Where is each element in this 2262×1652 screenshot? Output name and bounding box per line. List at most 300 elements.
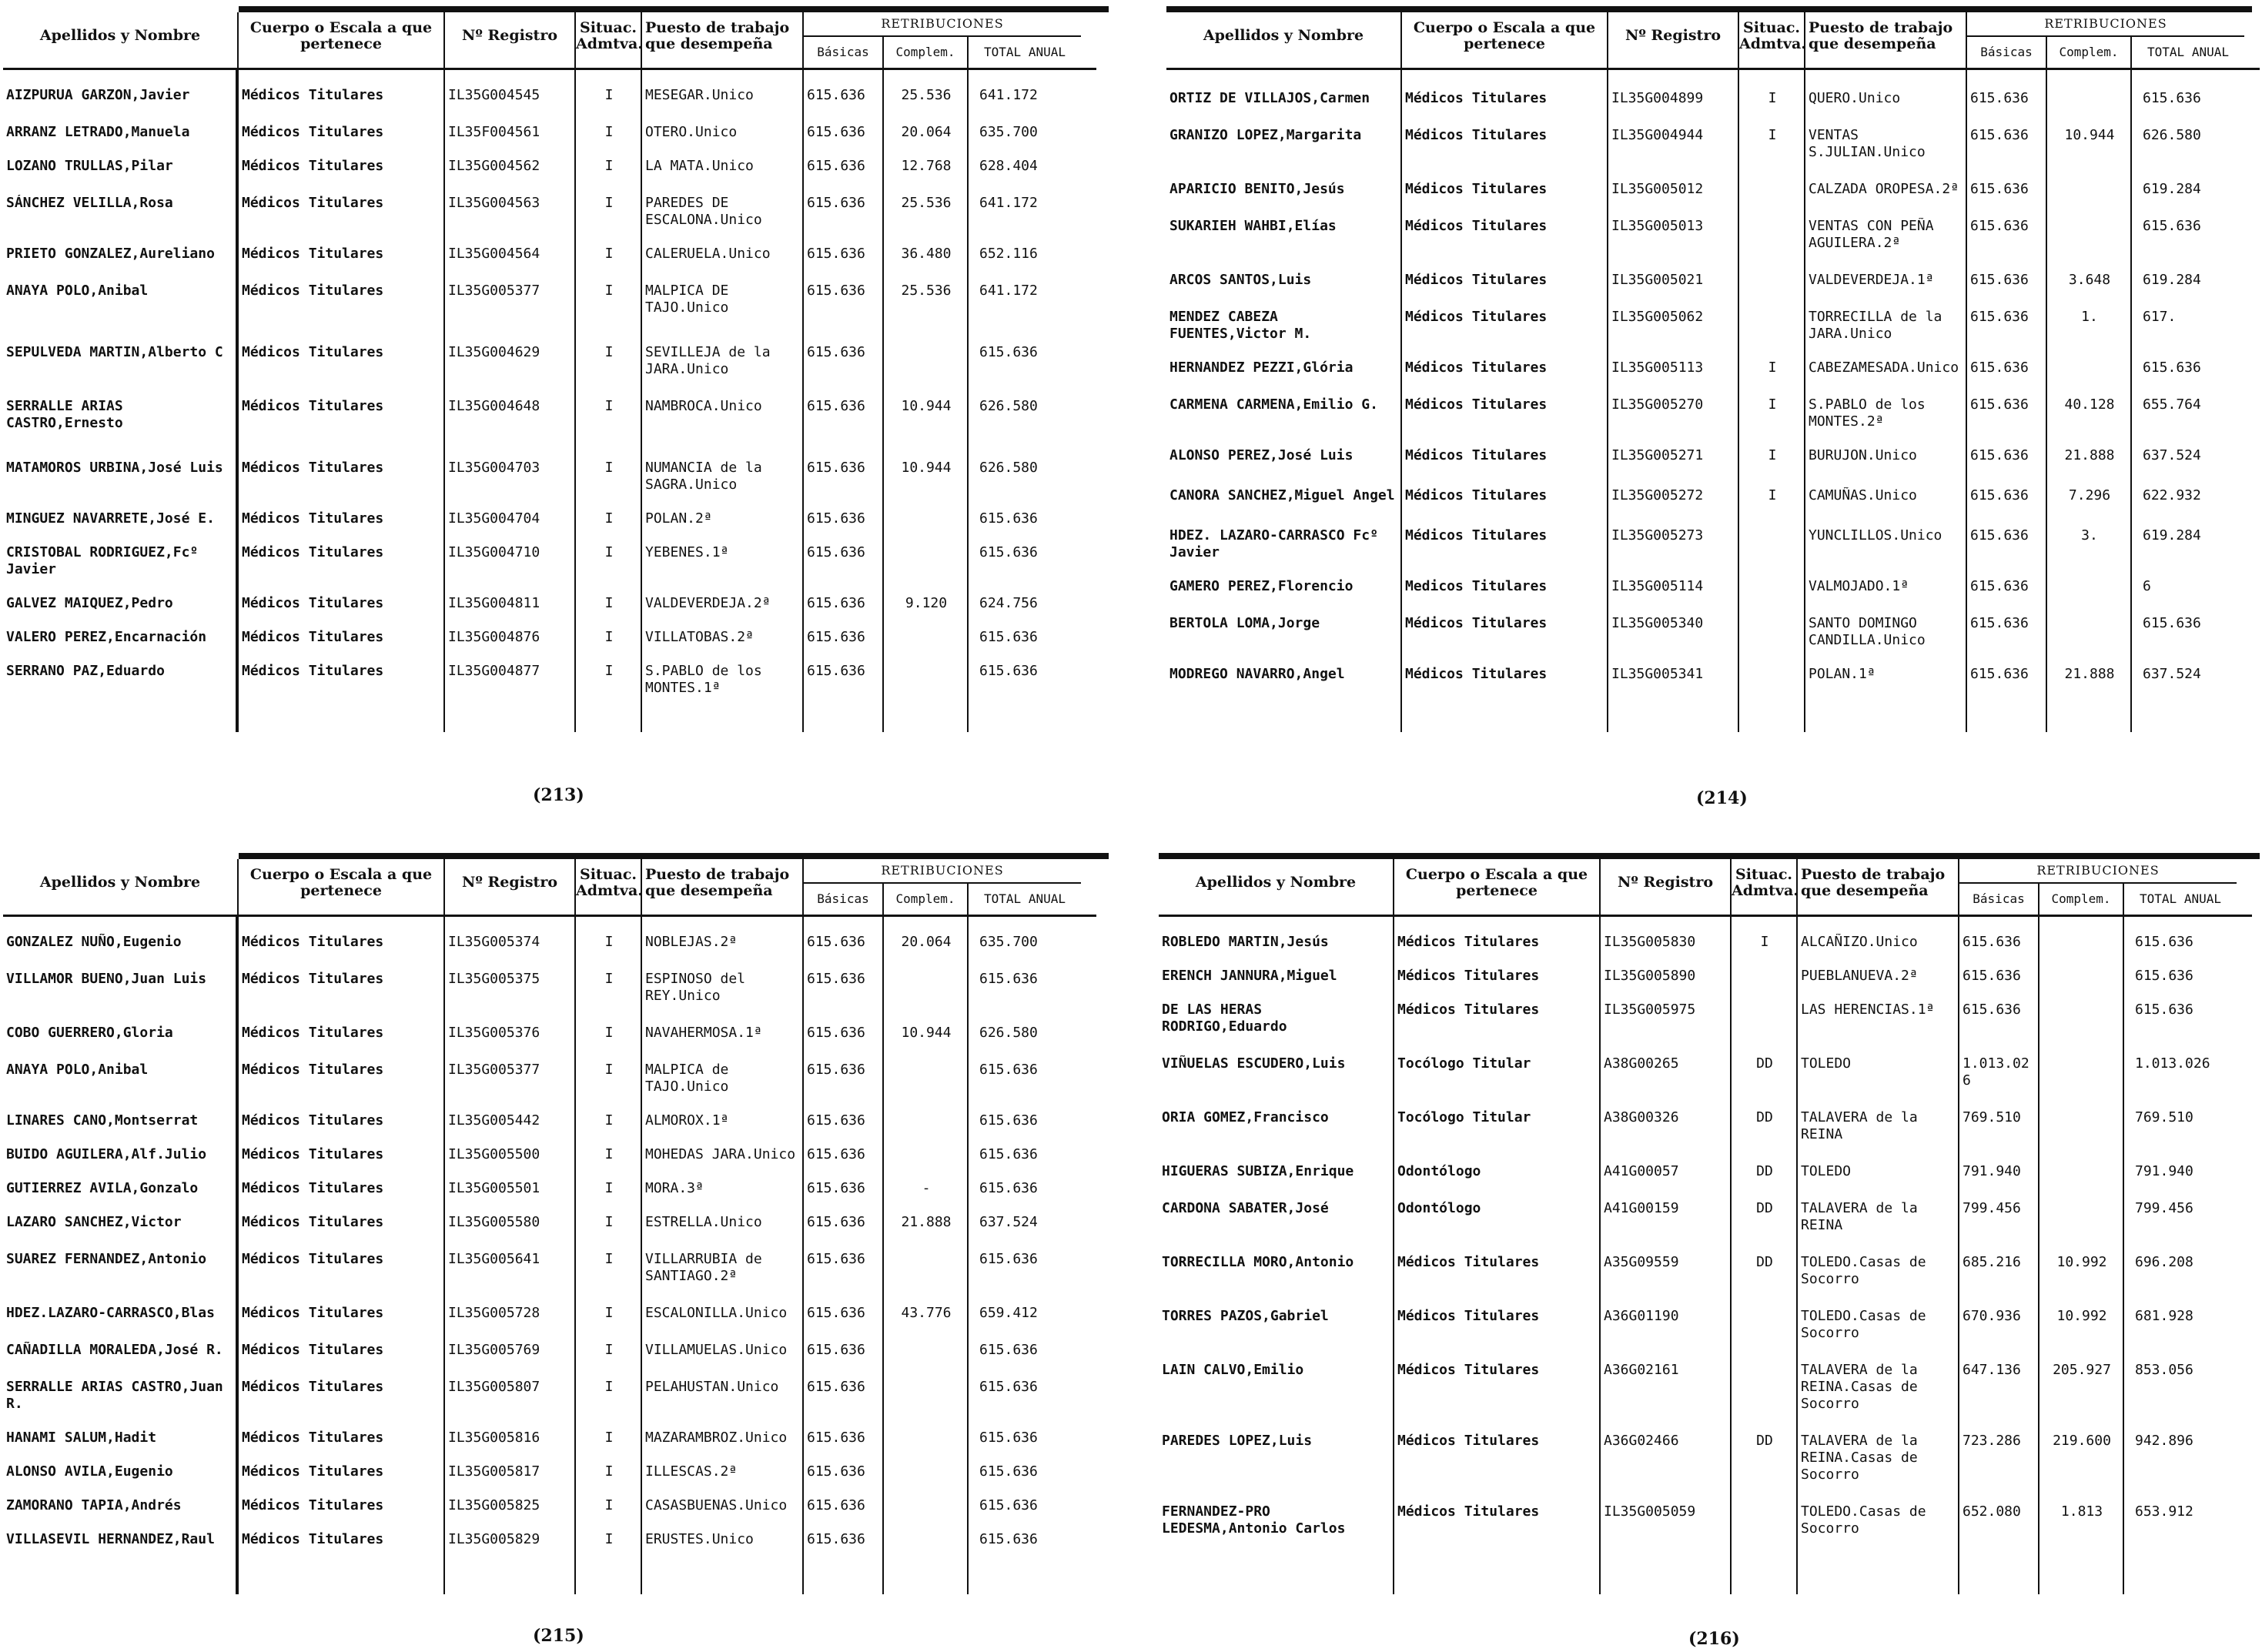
- header-complem: Complem.: [2039, 884, 2124, 915]
- cell-registro: IL35G005500: [448, 1146, 540, 1162]
- cell-name: LINARES CANO,Montserrat: [6, 1112, 199, 1129]
- table-row: [1166, 396, 2262, 430]
- cell-complem: 3.: [2081, 527, 2098, 543]
- cell-registro: IL35G005113: [1611, 359, 1704, 376]
- cell-total: 799.456: [2135, 1200, 2193, 1216]
- cell-basicas: 615.636: [1970, 218, 2029, 234]
- cell-registro: IL35G005271: [1611, 447, 1704, 463]
- cell-total: 615.636: [979, 629, 1038, 645]
- cell-puesto: ESPINOSO del REY.Unico: [645, 971, 746, 1004]
- cell-total: 942.896: [2135, 1433, 2193, 1449]
- cell-total: 637.524: [2143, 447, 2201, 463]
- cell-registro: A41G00057: [1604, 1163, 1679, 1179]
- header-registro: Nº Registro: [445, 12, 576, 68]
- cell-cuerpo: Médicos Titulares: [242, 629, 384, 645]
- cell-registro: IL35G005270: [1611, 396, 1704, 413]
- table-row: [3, 460, 1104, 493]
- cell-cuerpo: Tocólogo Titular: [1397, 1109, 1531, 1125]
- cell-situacion: I: [604, 934, 614, 950]
- cell-total: 652.116: [979, 246, 1038, 262]
- table-row: [1159, 1163, 2260, 1180]
- cell-complem: 21.888: [2064, 666, 2115, 682]
- cell-situacion: DD: [1756, 1433, 1773, 1449]
- cell-total: 615.636: [979, 544, 1038, 560]
- cell-puesto: TALAVERA de la REINA: [1801, 1109, 1918, 1142]
- cell-cuerpo: Médicos Titulares: [1405, 447, 1548, 463]
- cell-registro: IL35G004811: [448, 595, 540, 611]
- cell-name: ARRANZ LETRADO,Manuela: [6, 124, 190, 140]
- cell-situacion: I: [604, 595, 614, 611]
- table-body: [3, 70, 1096, 732]
- rows-container: [1159, 917, 2260, 1537]
- cell-situacion: I: [604, 629, 614, 645]
- cell-registro: A36G02161: [1604, 1362, 1679, 1378]
- cell-registro: A38G00326: [1604, 1109, 1679, 1125]
- table-row: [1166, 309, 2262, 343]
- cell-registro: IL35G005641: [448, 1251, 540, 1267]
- cell-basicas: 615.636: [807, 663, 865, 679]
- cell-puesto: TOLEDO.Casas de Socorro: [1801, 1254, 1926, 1287]
- cell-cuerpo: Médicos Titulares: [1397, 1362, 1540, 1378]
- cell-registro: IL35G005825: [448, 1497, 540, 1513]
- cell-name: VILLASEVIL HERNANDEZ,Raul: [6, 1531, 215, 1547]
- cell-total: 615.636: [979, 1251, 1038, 1267]
- table-body: [3, 917, 1096, 1594]
- cell-basicas: 615.636: [1970, 487, 2029, 503]
- table-row: [3, 1430, 1104, 1446]
- cell-cuerpo: Médicos Titulares: [242, 971, 384, 987]
- cell-complem: 25.536: [901, 195, 952, 211]
- table-row: [1166, 615, 2262, 649]
- cell-situacion: I: [604, 1379, 614, 1395]
- cell-registro: IL35G005021: [1611, 272, 1704, 288]
- page-215: [3, 853, 1096, 1646]
- cell-basicas: 670.936: [1963, 1308, 2021, 1324]
- cell-total: 615.636: [979, 1112, 1038, 1129]
- top-rule: [239, 853, 1109, 859]
- cell-total: 628.404: [979, 158, 1038, 174]
- cell-puesto: MALPICA de TAJO.Unico: [645, 1062, 729, 1095]
- header-cuerpo: Cuerpo o Escala a que pertenece: [239, 12, 445, 68]
- cell-basicas: 615.636: [1970, 90, 2029, 106]
- cell-puesto: MALPICA DE TAJO.Unico: [645, 283, 729, 316]
- cell-cuerpo: Médicos Titulares: [1405, 181, 1548, 197]
- cell-cuerpo: Médicos Titulares: [242, 1463, 384, 1480]
- rows-container: [3, 70, 1104, 697]
- cell-registro: IL35G004944: [1611, 127, 1704, 143]
- cell-complem: 20.064: [901, 124, 952, 140]
- cell-total: 626.580: [979, 398, 1038, 414]
- cell-complem: 40.128: [2064, 396, 2115, 413]
- table-body: [1166, 70, 2260, 732]
- cell-puesto: VALDEVERDEJA.1ª: [1809, 272, 1934, 288]
- table-body: [1159, 917, 2252, 1594]
- cell-basicas: 615.636: [807, 1430, 865, 1446]
- rows-container: [1166, 70, 2262, 683]
- table-row: [1166, 181, 2262, 198]
- cell-cuerpo: Médicos Titulares: [1405, 309, 1548, 325]
- cell-name: GONZALEZ NUÑO,Eugenio: [6, 934, 182, 950]
- header-puesto: Puesto de trabajo que desempeña: [642, 12, 804, 68]
- cell-puesto: ERUSTES.Unico: [645, 1531, 754, 1547]
- cell-cuerpo: Médicos Titulares: [1405, 359, 1548, 376]
- cell-puesto: VENTAS S.JULIAN.Unico: [1809, 127, 1926, 160]
- cell-name: BERTOLA LOMA,Jorge: [1169, 615, 1320, 631]
- cell-registro: IL35G004876: [448, 629, 540, 645]
- header-situacion: Situac. Admtva.: [576, 859, 642, 915]
- table-row: [1166, 272, 2262, 289]
- cell-name: SERRALLE ARIAS CASTRO,Ernesto: [6, 398, 123, 431]
- cell-registro: IL35G004703: [448, 460, 540, 476]
- cell-puesto: TALAVERA de la REINA: [1801, 1200, 1918, 1233]
- cell-name: SERRALLE ARIAS CASTRO,Juan R.: [6, 1379, 223, 1412]
- cell-situacion: DD: [1756, 1163, 1773, 1179]
- cell-complem: -: [922, 1180, 931, 1196]
- cell-puesto: TORRECILLA de la JARA.Unico: [1809, 309, 1942, 342]
- header-basicas: Básicas: [804, 884, 884, 915]
- cell-registro: IL35G005059: [1604, 1503, 1696, 1520]
- table-row: [3, 1062, 1104, 1095]
- cell-name: VALERO PEREZ,Encarnación: [6, 629, 207, 645]
- cell-basicas: 615.636: [807, 283, 865, 299]
- cell-name: MATAMOROS URBINA,José Luis: [6, 460, 223, 476]
- cell-complem: 25.536: [901, 87, 952, 103]
- cell-cuerpo: Tocólogo Titular: [1397, 1055, 1531, 1072]
- cell-situacion: I: [604, 1180, 614, 1196]
- cell-name: GUTIERREZ AVILA,Gonzalo: [6, 1180, 199, 1196]
- cell-situacion: I: [604, 124, 614, 140]
- cell-situacion: I: [604, 510, 614, 527]
- cell-puesto: SEVILLEJA de la JARA.Unico: [645, 344, 771, 377]
- cell-cuerpo: Médicos Titulares: [242, 1214, 384, 1230]
- cell-total: 681.928: [2135, 1308, 2193, 1324]
- cell-name: CANORA SANCHEZ,Miguel Angel: [1169, 487, 1395, 503]
- cell-name: GALVEZ MAIQUEZ,Pedro: [6, 595, 173, 611]
- cell-puesto: ALCAÑIZO.Unico: [1801, 934, 1918, 950]
- cell-basicas: 615.636: [807, 398, 865, 414]
- cell-situacion: I: [604, 1214, 614, 1230]
- header-retribuciones: [1959, 859, 2237, 915]
- cell-situacion: I: [604, 971, 614, 987]
- cell-total: 615.636: [2135, 1002, 2193, 1018]
- cell-cuerpo: Médicos Titulares: [242, 544, 384, 560]
- cell-basicas: 615.636: [1970, 181, 2029, 197]
- cell-complem: 10.944: [2064, 127, 2115, 143]
- cell-complem: 219.600: [2053, 1433, 2111, 1449]
- cell-complem: 9.120: [905, 595, 948, 611]
- cell-basicas: 615.636: [807, 1463, 865, 1480]
- cell-total: 615.636: [979, 1146, 1038, 1162]
- table-row: [3, 1146, 1104, 1163]
- cell-total: 615.636: [979, 1379, 1038, 1395]
- cell-cuerpo: Médicos Titulares: [242, 158, 384, 174]
- cell-name: LAZARO SANCHEZ,Victor: [6, 1214, 182, 1230]
- header-retribuciones: [1967, 12, 2244, 68]
- cell-total: 655.764: [2143, 396, 2201, 413]
- cell-puesto: POLAN.2ª: [645, 510, 712, 527]
- table-row: [3, 934, 1104, 951]
- table-row: [3, 1180, 1104, 1197]
- cell-total: 626.580: [979, 1025, 1038, 1041]
- cell-puesto: YEBENES.1ª: [645, 544, 729, 560]
- cell-puesto: ALMOROX.1ª: [645, 1112, 729, 1129]
- cell-cuerpo: Médicos Titulares: [242, 124, 384, 140]
- cell-complem: 10.944: [901, 460, 952, 476]
- cell-cuerpo: Médicos Titulares: [1397, 1254, 1540, 1270]
- cell-puesto: VILLAMUELAS.Unico: [645, 1342, 788, 1358]
- cell-name: SERRANO PAZ,Eduardo: [6, 663, 165, 679]
- cell-basicas: 799.456: [1963, 1200, 2021, 1216]
- cell-total: 619.284: [2143, 272, 2201, 288]
- cell-cuerpo: Médicos Titulares: [242, 398, 384, 414]
- cell-registro: IL35G004562: [448, 158, 540, 174]
- cell-registro: IL35G005013: [1611, 218, 1704, 234]
- table-row: [3, 344, 1104, 378]
- cell-total: 619.284: [2143, 181, 2201, 197]
- cell-registro: IL35G005769: [448, 1342, 540, 1358]
- cell-puesto: MAZARAMBROZ.Unico: [645, 1430, 788, 1446]
- cell-complem: 25.536: [901, 283, 952, 299]
- table-row: [3, 195, 1104, 229]
- cell-name: TORRECILLA MORO,Antonio: [1162, 1254, 1354, 1270]
- cell-basicas: 615.636: [1970, 272, 2029, 288]
- table-row: [1159, 934, 2260, 951]
- cell-basicas: 647.136: [1963, 1362, 2021, 1378]
- cell-cuerpo: Odontólogo: [1397, 1200, 1481, 1216]
- cell-basicas: 615.636: [807, 971, 865, 987]
- cell-basicas: 615.636: [807, 1305, 865, 1321]
- header-cuerpo: Cuerpo o Escala a que pertenece: [239, 859, 445, 915]
- cell-puesto: MORA.3ª: [645, 1180, 704, 1196]
- cell-puesto: CASASBUENAS.Unico: [645, 1497, 788, 1513]
- cell-cuerpo: Médicos Titulares: [1397, 968, 1540, 984]
- cell-registro: IL35G005341: [1611, 666, 1704, 682]
- table-row: [3, 124, 1104, 141]
- cell-situacion: I: [1768, 90, 1777, 106]
- cell-name: MENDEZ CABEZA FUENTES,Victor M.: [1169, 309, 1312, 342]
- header-puesto: Puesto de trabajo que desempeña: [1798, 859, 1959, 915]
- cell-cuerpo: Médicos Titulares: [242, 1180, 384, 1196]
- cell-registro: IL35G005816: [448, 1430, 540, 1446]
- cell-name: COBO GUERRERO,Gloria: [6, 1025, 173, 1041]
- table-row: [1166, 359, 2262, 376]
- cell-name: ERENCH JANNURA,Miguel: [1162, 968, 1337, 984]
- cell-total: 617.: [2143, 309, 2177, 325]
- cell-total: 641.172: [979, 195, 1038, 211]
- cell-cuerpo: Médicos Titulares: [242, 510, 384, 527]
- page-213: [3, 6, 1096, 805]
- cell-basicas: 615.636: [1970, 615, 2029, 631]
- table-row: [1159, 1362, 2260, 1413]
- cell-total: 659.412: [979, 1305, 1038, 1321]
- cell-complem: 7.296: [2068, 487, 2111, 503]
- header-situacion: Situac. Admtva.: [1739, 12, 1805, 68]
- cell-basicas: 615.636: [807, 1180, 865, 1196]
- cell-name: SUAREZ FERNANDEZ,Antonio: [6, 1251, 207, 1267]
- table-header: [1159, 859, 2252, 917]
- header-name: Apellidos y Nombre: [3, 12, 239, 68]
- cell-puesto: TOLEDO: [1801, 1055, 1852, 1072]
- cell-total: 641.172: [979, 87, 1038, 103]
- cell-total: 696.208: [2135, 1254, 2193, 1270]
- table-row: [3, 629, 1104, 646]
- cell-cuerpo: Médicos Titulares: [1397, 1433, 1540, 1449]
- table-row: [3, 510, 1104, 527]
- cell-total: 635.700: [979, 934, 1038, 950]
- table-row: [3, 1305, 1104, 1322]
- table-header: [1166, 12, 2260, 70]
- cell-complem: 12.768: [901, 158, 952, 174]
- cell-puesto: ESCALONILLA.Unico: [645, 1305, 788, 1321]
- cell-registro: IL35G005807: [448, 1379, 540, 1395]
- cell-registro: IL35F004561: [448, 124, 540, 140]
- cell-puesto: MESEGAR.Unico: [645, 87, 754, 103]
- table-row: [1166, 487, 2262, 504]
- cell-puesto: POLAN.1ª: [1809, 666, 1876, 682]
- cell-cuerpo: Odontólogo: [1397, 1163, 1481, 1179]
- cell-situacion: I: [604, 1305, 614, 1321]
- cell-complem: 205.927: [2053, 1362, 2111, 1378]
- cell-name: GAMERO PEREZ,Florencio: [1169, 578, 1354, 594]
- header-complem: Complem.: [884, 37, 969, 68]
- cell-basicas: 615.636: [807, 195, 865, 211]
- cell-cuerpo: Médicos Titulares: [1405, 527, 1548, 543]
- cell-puesto: VALMOJADO.1ª: [1809, 578, 1909, 594]
- cell-basicas: 615.636: [807, 344, 865, 360]
- cell-situacion: I: [1760, 934, 1769, 950]
- cell-basicas: 615.636: [807, 158, 865, 174]
- cell-name: ROBLEDO MARTIN,Jesús: [1162, 934, 1329, 950]
- cell-registro: IL35G004648: [448, 398, 540, 414]
- cell-basicas: 615.636: [807, 934, 865, 950]
- header-situacion: Situac. Admtva.: [1732, 859, 1798, 915]
- cell-basicas: 615.636: [1970, 309, 2029, 325]
- cell-cuerpo: Médicos Titulares: [242, 195, 384, 211]
- cell-basicas: 723.286: [1963, 1433, 2021, 1449]
- cell-cuerpo: Medicos Titulares: [1405, 578, 1548, 594]
- table-row: [3, 1025, 1104, 1042]
- cell-name: ALONSO AVILA,Eugenio: [6, 1463, 173, 1480]
- table-row: [1159, 968, 2260, 985]
- table-row: [1166, 666, 2262, 683]
- header-total: TOTAL ANUAL: [2147, 45, 2229, 59]
- cell-name: FERNANDEZ-PRO LEDESMA,Antonio Carlos: [1162, 1503, 1346, 1537]
- cell-registro: IL35G005376: [448, 1025, 540, 1041]
- cell-name: CARMENA CARMENA,Emilio G.: [1169, 396, 1378, 413]
- cell-total: 626.580: [2143, 127, 2201, 143]
- cell-complem: 3.648: [2068, 272, 2111, 288]
- cell-puesto: BURUJON.Unico: [1809, 447, 1917, 463]
- cell-situacion: I: [604, 246, 614, 262]
- cell-cuerpo: Médicos Titulares: [242, 1430, 384, 1446]
- cell-name: DE LAS HERAS RODRIGO,Eduardo: [1162, 1002, 1287, 1035]
- cell-cuerpo: Médicos Titulares: [1405, 127, 1548, 143]
- rows-container: [3, 917, 1104, 1548]
- cell-registro: IL35G004877: [448, 663, 540, 679]
- cell-basicas: 769.510: [1963, 1109, 2021, 1125]
- table-row: [1166, 90, 2262, 107]
- cell-puesto: CAMUÑAS.Unico: [1809, 487, 1917, 503]
- cell-total: 6: [2143, 578, 2151, 594]
- retribuciones-label: RETRIBUCIONES: [804, 859, 1081, 884]
- cell-cuerpo: Médicos Titulares: [242, 663, 384, 679]
- header-retribuciones: [804, 12, 1081, 68]
- cell-name: HANAMI SALUM,Hadit: [6, 1430, 157, 1446]
- cell-basicas: 615.636: [1970, 447, 2029, 463]
- cell-puesto: VILLARRUBIA de SANTIAGO.2ª: [645, 1251, 762, 1284]
- header-basicas: Básicas: [804, 37, 884, 68]
- table-row: [3, 283, 1104, 316]
- cell-registro: IL35G005340: [1611, 615, 1704, 631]
- cell-total: 615.636: [2135, 934, 2193, 950]
- cell-registro: A35G09559: [1604, 1254, 1679, 1270]
- cell-cuerpo: Médicos Titulares: [1405, 90, 1548, 106]
- cell-name: ORTIZ DE VILLAJOS,Carmen: [1169, 90, 1370, 106]
- cell-basicas: 615.636: [807, 1025, 865, 1041]
- cell-puesto: NAMBROCA.Unico: [645, 398, 762, 414]
- cell-situacion: I: [604, 663, 614, 679]
- cell-registro: A36G01190: [1604, 1308, 1679, 1324]
- cell-puesto: NOBLEJAS.2ª: [645, 934, 738, 950]
- cell-registro: IL35G004545: [448, 87, 540, 103]
- cell-total: 635.700: [979, 124, 1038, 140]
- cell-situacion: I: [604, 398, 614, 414]
- cell-registro: A41G00159: [1604, 1200, 1679, 1216]
- cell-registro: IL35G005975: [1604, 1002, 1696, 1018]
- cell-puesto: TOLEDO.Casas de Socorro: [1801, 1503, 1926, 1537]
- cell-situacion: I: [604, 344, 614, 360]
- cell-name: ANAYA POLO,Anibal: [6, 1062, 149, 1078]
- cell-basicas: 615.636: [807, 510, 865, 527]
- table-row: [1166, 218, 2262, 252]
- cell-situacion: I: [604, 1497, 614, 1513]
- cell-total: 624.756: [979, 595, 1038, 611]
- cell-registro: IL35G005377: [448, 283, 540, 299]
- cell-registro: IL35G004563: [448, 195, 540, 211]
- cell-basicas: 615.636: [807, 1112, 865, 1129]
- table-row: [3, 1251, 1104, 1285]
- cell-name: CAÑADILLA MORALEDA,José R.: [6, 1342, 223, 1358]
- cell-cuerpo: Médicos Titulares: [242, 1025, 384, 1041]
- cell-complem: 10.944: [901, 1025, 952, 1041]
- cell-name: ANAYA POLO,Anibal: [6, 283, 149, 299]
- cell-puesto: VALDEVERDEJA.2ª: [645, 595, 771, 611]
- cell-cuerpo: Médicos Titulares: [242, 1112, 384, 1129]
- cell-cuerpo: Médicos Titulares: [1405, 487, 1548, 503]
- table-row: [3, 971, 1104, 1005]
- cell-registro: IL35G004710: [448, 544, 540, 560]
- cell-registro: IL35G005829: [448, 1531, 540, 1547]
- cell-basicas: 615.636: [1970, 127, 2029, 143]
- table-row: [3, 246, 1104, 263]
- cell-name: HDEZ.LAZARO-CARRASCO,Blas: [6, 1305, 215, 1321]
- cell-situacion: I: [604, 1463, 614, 1480]
- cell-complem: 1.: [2081, 309, 2098, 325]
- cell-basicas: 685.216: [1963, 1254, 2021, 1270]
- cell-basicas: 615.636: [807, 124, 865, 140]
- cell-registro: IL35G005012: [1611, 181, 1704, 197]
- cell-registro: IL35G005830: [1604, 934, 1696, 950]
- table-row: [1159, 1200, 2260, 1234]
- cell-situacion: I: [604, 1112, 614, 1129]
- cell-situacion: I: [604, 1430, 614, 1446]
- cell-name: LOZANO TRULLAS,Pilar: [6, 158, 173, 174]
- cell-total: 615.636: [979, 663, 1038, 679]
- table-row: [1159, 1109, 2260, 1143]
- cell-registro: IL35G005890: [1604, 968, 1696, 984]
- cell-situacion: I: [1768, 359, 1777, 376]
- cell-name: BUIDO AGUILERA,Alf.Julio: [6, 1146, 207, 1162]
